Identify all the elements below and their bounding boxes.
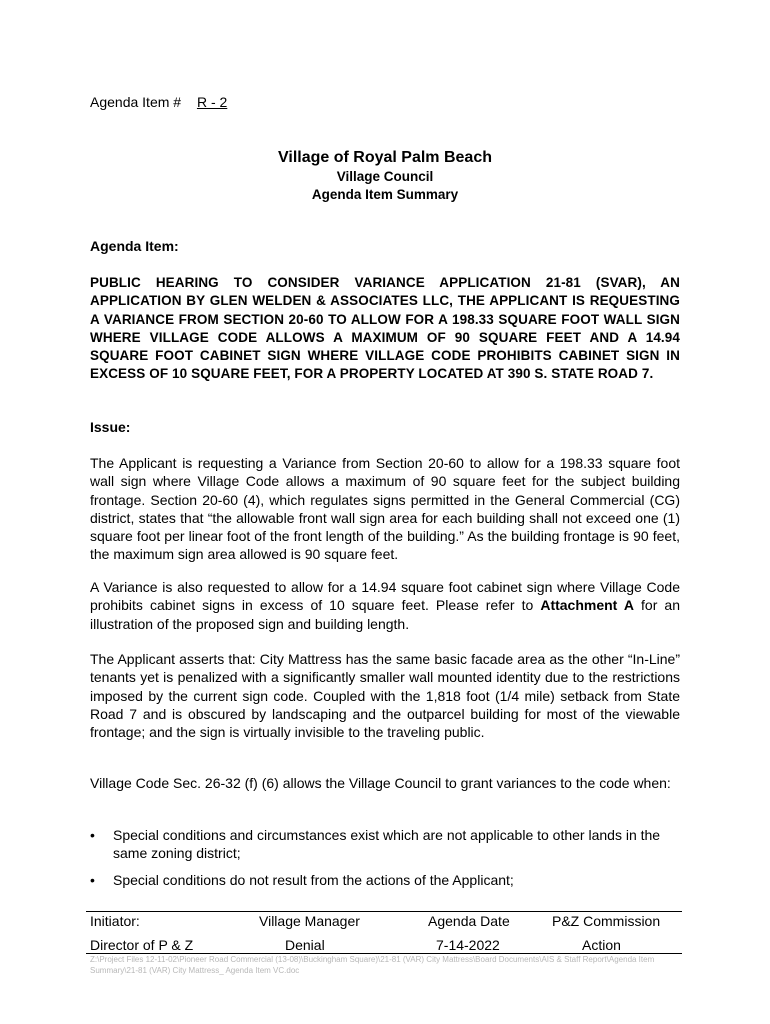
p2-text-a: A Variance is also requested to allow for a 14.94 square foot cabinet sign where Village Code prohibits cabinet signs in excess of 10 square feet. Please refer to xyxy=(90,579,680,614)
council-title: Village Council xyxy=(336,169,434,184)
p2-text-b: for an illustration of the proposed sign and building length. xyxy=(90,597,680,632)
footer-manager-value: Denial xyxy=(285,937,325,953)
bullet-icon: • xyxy=(90,871,95,888)
list-item xyxy=(90,871,680,889)
footer-commission-value: Action xyxy=(582,937,621,953)
attachment-reference: Attachment A xyxy=(540,597,634,614)
list-item-text: Special conditions and circumstances exist which are not applicable to other lands in the same zoning district; xyxy=(113,827,661,862)
issue-heading: Issue: xyxy=(90,419,131,435)
org-title: Village of Royal Palm Beach xyxy=(277,149,492,166)
issue-paragraph-4: Village Code Sec. 26-32 (f) (6) allows the Village Council to grant variances to the code when: xyxy=(90,775,671,791)
issue-paragraph-3: The Applicant asserts that: City Mattress has the same basic facade area as the other “In-Line” tenants yet is penalized with a significantly smaller wall mounted identity due to the restrictions imposed by the current sign code. Coupled with the 1,818 foot (1/4 mile) setback from State Road 7 and is obscured by landscaping and the outparcel building for most of the viewable frontage; and the sign is virtually invisible to the traveling public. xyxy=(90,651,680,741)
title-block xyxy=(0,148,770,204)
agenda-item-heading: Agenda Item: xyxy=(90,238,179,254)
issue-paragraph-2 xyxy=(90,578,680,633)
footer-date-value: 7-14-2022 xyxy=(436,937,500,953)
agenda-item-text: PUBLIC HEARING TO CONSIDER VARIANCE APPLICATION 21-81 (SVAR), AN APPLICATION BY GLEN WELDEN & ASSOCIATES LLC, THE APPLICANT IS REQUESTING A VARIANCE FROM SECTION 20-60 TO ALLOW FOR A 198.33 SQUARE FOOT WALL SIGN WHERE VILLAGE CODE ALLOWS A MAXIMUM OF 90 SQUARE FEET AND A 14.94 SQUARE FOOT CABINET SIGN WHERE VILLAGE CODE PROHIBITS CABINET SIGN IN EXCESS OF 10 SQUARE FEET, FOR A PROPERTY LOCATED AT 390 S. STATE ROAD 7. xyxy=(90,275,680,382)
agenda-number-label: Agenda Item # xyxy=(90,94,182,110)
doc-title: Agenda Item Summary xyxy=(311,187,459,202)
issue-paragraph-1: The Applicant is requesting a Variance from Section 20-60 to allow for a 198.33 square foot wall sign where Village Code allows a maximum of 90 square feet for the subject building frontage. Section 20-60 (4), which regulates signs permitted in the General Commercial (CG) district, states that “the allowable front wall sign area for each building shall not exceed one (1) square foot per linear foot of the front length of the building.” As the building frontage is 90 feet, the maximum sign area allowed is 90 square feet. xyxy=(90,455,680,563)
file-path: Z:\Project Files 12-11-02\Pioneer Road Commercial (13-08)\Buckingham Square)\21-81 (VAR) City Mattress\Board Documents\AIS & Staff Report\Agenda Item Summary\21-81 (VAR) City Mattress_ Agenda Item VC.doc xyxy=(90,955,655,975)
conditions-list xyxy=(90,826,680,897)
agenda-number-value: R - 2 xyxy=(196,94,228,110)
footer-date-label: Agenda Date xyxy=(428,913,510,929)
footer-manager-label: Village Manager xyxy=(259,913,360,929)
bullet-icon: • xyxy=(90,827,95,843)
list-item xyxy=(90,826,680,863)
footer-top-rule xyxy=(86,911,682,912)
agenda-item-number xyxy=(90,94,229,110)
footer-commission-label: P&Z Commission xyxy=(552,913,661,929)
list-item-text: Special conditions do not result from the actions of the Applicant; xyxy=(113,871,514,888)
footer-initiator-label: Initiator: xyxy=(90,913,140,929)
footer-initiator-value: Director of P & Z xyxy=(90,937,194,953)
